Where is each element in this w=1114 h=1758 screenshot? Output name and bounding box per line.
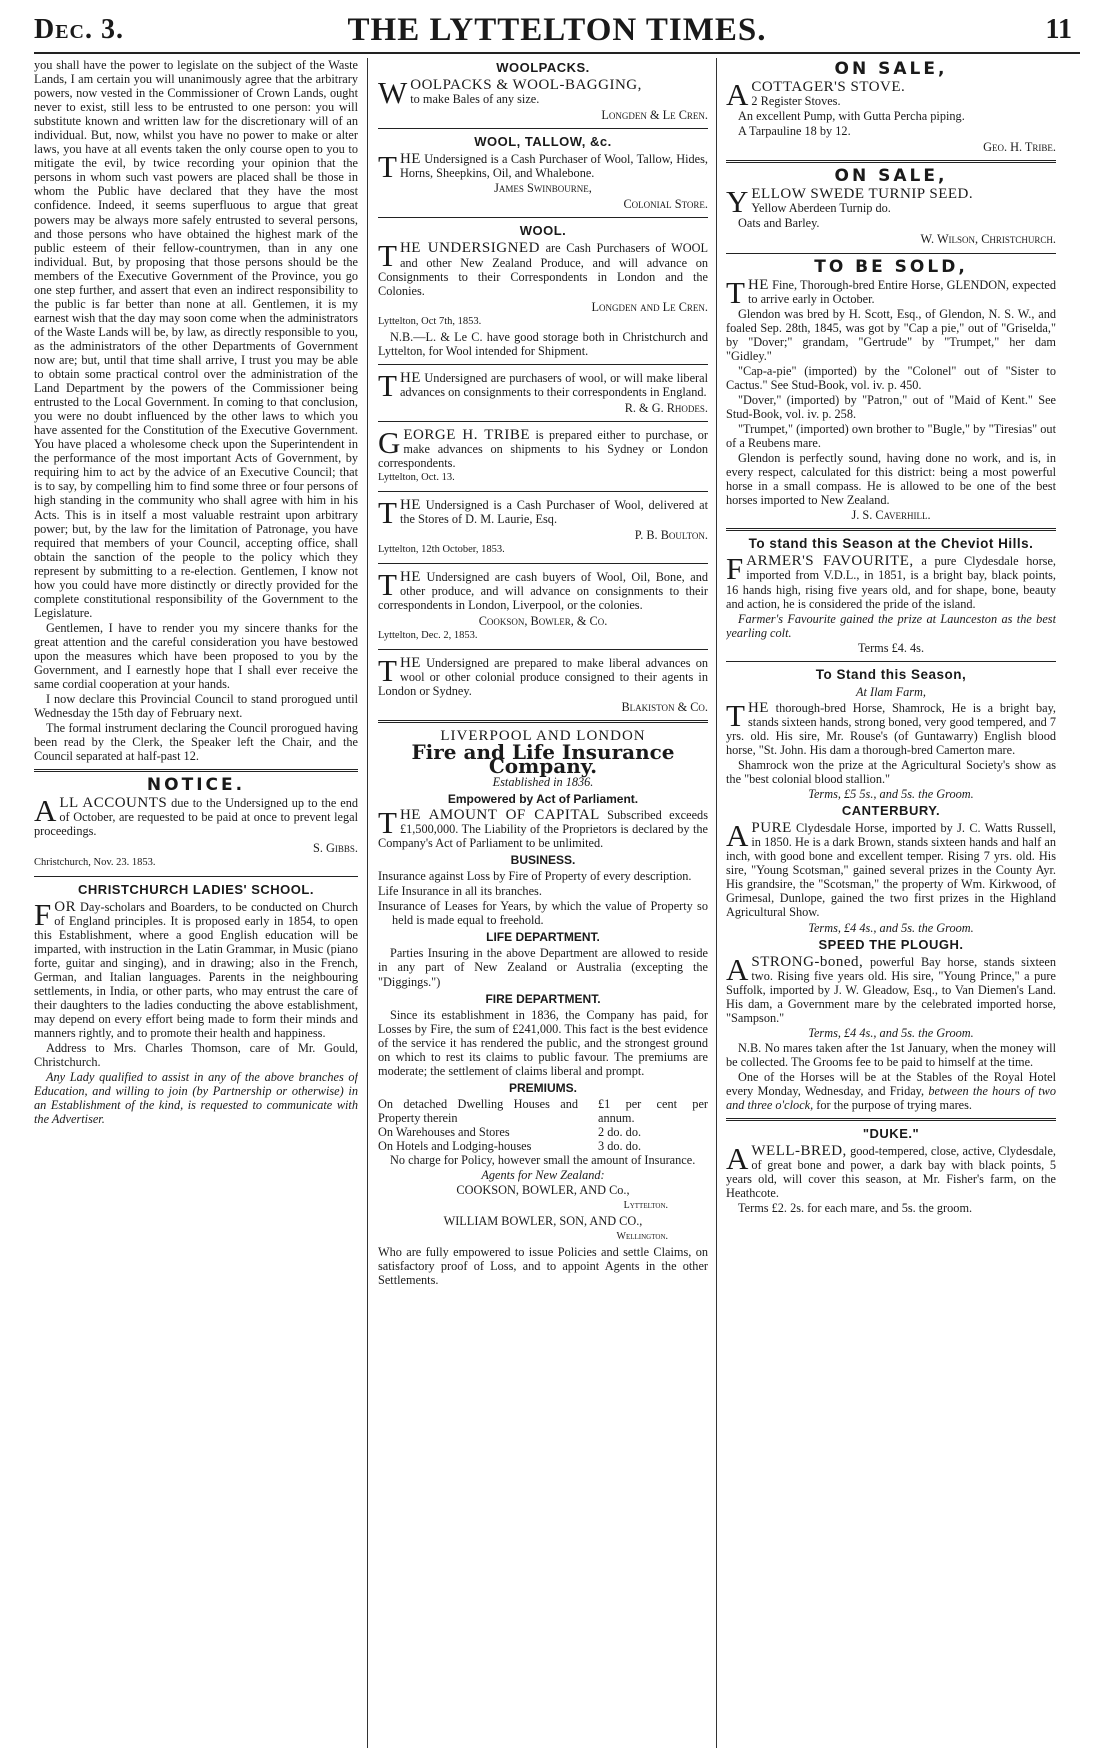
shamrock-terms: Terms, £5 5s., and 5s. the Groom. — [808, 787, 974, 802]
notice-date: Christchurch, Nov. 23. 1853. — [34, 856, 156, 868]
canterbury-heading: CANTERBURY. — [841, 803, 941, 819]
speech-paragraph: I now declare this Provincial Council to stand prorogued until Wednesday the 15th day of February next. — [34, 692, 358, 721]
speech-paragraph: The formal instrument declaring the Council prorogued having been read by the Clerk, the Speaker left the Chair, and the Council separated at half-past 12. — [34, 721, 358, 764]
boulton-signature: P. B. Boulton. — [634, 528, 708, 543]
duke-advert: "DUKE." A WELL-BRED, good-tempered, close, active, Clydesdale, of great bone and power, a dark bay with black points, 5 years old, will cover this season, at Mr. Fisher's farm, on the Heathcote. Terms £2. 2s. for each mare, and 5s. the groom. — [726, 1126, 1056, 1216]
page-number: 11 — [1045, 14, 1072, 45]
life-heading: LIFE DEPARTMENT. — [486, 930, 600, 945]
canterbury-terms: Terms, £4 4s., and 5s. the Groom. — [808, 920, 974, 935]
duke-terms: Terms £2. 2s. for each mare, and 5s. the groom. — [738, 1201, 973, 1216]
wool-tallow-heading: WOOL, TALLOW, &c. — [474, 134, 612, 150]
wool-nb: N.B.—L. & Le C. have good storage both in Christchurch and Lyttelton, for Wool intended for Shipment. — [378, 329, 708, 358]
column-2 — [378, 58, 708, 1748]
glendon-paragraph: "Cap-a-pie" (imported) by the "Colonel" out of "Sister to Cactus." See Stud-Book, vol. iv. p. 450. — [726, 363, 1056, 392]
agent-2-town: Wellington. — [616, 1231, 668, 1243]
woolpacks-signature: Longden & Le Cren. — [601, 108, 708, 123]
glendon-advert: TO BE SOLD, THE Fine, Thorough-bred Entire Horse, GLENDON, expected to arrive early in October. Glendon was bred by H. Scott, Esq., of Glendon, N. S. W., and foaled Sep. 28th, 1845, was got by "Cap a pie," out of "Griselda," by "Dover;" grandam, "Gertrude" by "Trumpet," her dam "Gidley." "Cap-a-pie" (imported) by the "Colonel" out of "Sister to Cactus." See Stud-Book, vol. iv. p. 450. "Dover," (imported) by "Patron," out of "Maid of Kent." See Stud-Book, vol. iv. p. 258. "Trumpet," (imported) own brother to "Bugle," by "Tiresias" out of a Reubens mare. Glendon is perfectly sound, having done no work, and is, in every respect, calculated for this district: being a most powerful horse in a small compass. He is allowed to be one of the best horses imported to New Zealand. J. S. Caverhill. — [726, 256, 1056, 523]
column-divider — [716, 58, 717, 1748]
wool-signature: Longden and Le Cren. — [591, 299, 708, 314]
wool-date: Lyttelton, Oct 7th, 1853. — [378, 315, 482, 327]
insurance-closing: Who are fully empowered to issue Policies and settle Claims, on satisfactory proof of Loss, and to appoint Agents in the other Settlements. — [378, 1245, 708, 1288]
school-body: FOR Day-scholars and Boarders, to be conducted on Church of England principles. It is proposed early in 1854, to open this Establishment, where a good English education will be imparted, with instruction in the Latin Grammar, in Music (piano forte, guitar and singing), and in drawing; also in the French, German, and Italian languages. Parents in the neighbouring settlements, in India, or other parts, who may entrust the care of their daughters to the ladies conducting the above establishment, may depend on every effort being made to form their minds and manners rightly, and to promote their health and happiness. — [34, 899, 358, 1041]
council-speech — [34, 58, 358, 763]
premium-row: On Warehouses and Stores 2 do. do. — [378, 1125, 642, 1139]
business-item: Insurance against Loss by Fire of Property of every description. — [378, 869, 692, 884]
rhodes-signature: R. & G. Rhodes. — [624, 400, 708, 415]
fire-body: Since its establishment in 1836, the Company has paid, for Losses by Fire, the sum of £241,000. This fact is the best evidence of the service it has rendered the public, and the strongest ground on which to rest its claims to public favour. The premiums are moderate; the settlement of claims liberal and prompt. — [378, 1007, 708, 1078]
speech-paragraph: Gentlemen, I have to render you my sincere thanks for the great attention and the careful consideration you have bestowed upon the measures which have been proposed to you by the Government, and I earnestly hope that I shall ever receive the same cordial cooperation at your hands. — [34, 620, 358, 692]
premiums-heading: PREMIUMS. — [508, 1080, 577, 1095]
column-divider — [367, 58, 368, 1748]
issue-date: Dec. 3. — [34, 14, 125, 45]
agents-heading: Agents for New Zealand: — [481, 1168, 605, 1183]
shamrock-farm: At Ilam Farm, — [855, 684, 927, 699]
plough-nb: N.B. No mares taken after the 1st January, when the money will be collected. The Grooms fee to be paid to himself at the time. — [726, 1040, 1056, 1069]
wool-tallow-signature: James Swinbourne, — [494, 181, 592, 196]
cookson-signature: Cookson, Bowler, & Co. — [478, 613, 608, 628]
wool-heading: WOOL. — [519, 223, 567, 239]
farmer-prize: Farmer's Favourite gained the prize at Launceston as the best yearling colt. — [726, 611, 1056, 640]
on-sale-seed-advert: ON SALE, YELLOW SWEDE TURNIP SEED. Yellow Aberdeen Turnip do. Oats and Barley. W. Wilson, Christchurch. — [726, 166, 1056, 247]
school-heading: CHRISTCHURCH LADIES' SCHOOL. — [78, 881, 314, 897]
glendon-signature: J. S. Caverhill. — [851, 508, 931, 523]
agent-1: COOKSON, BOWLER, AND Co., — [456, 1183, 630, 1198]
glendon-paragraph: "Dover," (imported) by "Patron," out of "Maid of Kent." See Stud-Book, vol. iv. p. 258. — [726, 392, 1056, 421]
business-item: Insurance of Leases for Years, by which the value of Property so held is made equal to freehold. — [378, 899, 708, 928]
insurance-title-1: LIVERPOOL AND LONDON — [440, 727, 646, 744]
insurance-empowered: Empowered by Act of Parliament. — [447, 791, 639, 806]
to-be-sold-heading: TO BE SOLD, — [814, 256, 968, 277]
wool-tallow-advert: WOOL, TALLOW, &c. THE Undersigned is a Cash Purchaser of Wool, Tallow, Hides, Horns, Sheepkins, Oil, and Whalebone. James Swinbourne, Colonial Store. — [378, 134, 708, 212]
shamrock-advert: To Stand this Season, At Ilam Farm, THE thorough-bred Horse, Shamrock, He is a bright bay, stands sixteen hands, strong boned, very good tempered, and 7 yrs. old. His sire, Mr. Rouse's (of Guntawarry) English blood horse, "St. John. His dam a thorough-bred Camerton mare. Shamrock won the prize at the Agricultural Society's show as the "best colonial blood stallion." Terms, £5 5s., and 5s. the Groom. CANTERBURY. A PURE Clydesdale Horse, imported by J. C. Watts Russell, in 1850. He is a dark Brown, stands sixteen hands and half an inch, with good bone and excellent temper. Rising 7 yrs. old. His sire, "Young Scotsman," gained several prizes in the County Ayr. His grandsire, the "Scotsman," the property of Wm. Kirkwood, of Grimesal, Dunlope, gained the two first prizes in the Highland Agricultural Show. Terms, £4 4s., and 5s. the Groom. SPEED THE PLOUGH. A STRONG-boned, powerful Bay horse, stands sixteen two. Rising five years old. His sire, "Young Prince," a pure Suffolk, imported by J. W. Gleadow, Esq., to Van Diemen's Land. His dam, a Government mare by the celebrated imported horse, "Sampson." Terms, £4 4s., and 5s. the Groom. N.B. No mares taken after the 1st January, when the money will be collected. The Grooms fee to be paid to himself at the time. One of the Horses will be at the Stables of the Royal Hotel every Monday, Wednesday, and Friday, between the hours of two and three o'clock, for the purpose of trying mares. — [726, 666, 1056, 1113]
insurance-title-2: Fire and Life Insurance Company. — [411, 739, 675, 778]
glendon-paragraph: Glendon was bred by H. Scott, Esq., of Glendon, N. S. W., and foaled Sep. 28th, 1845, was got by "Cap a pie," out of "Griselda," by "Dover;" grandam, "Gertrude" by "Trumpet," her dam "Gidley." — [726, 306, 1056, 363]
plough-stables: One of the Horses will be at the Stables of the Royal Hotel every Monday, Wednesday, and Friday, between the hours of two and three o'clock, for the purpose of trying mares. — [726, 1070, 1056, 1113]
school-address: Address to Mrs. Charles Thomson, care of Mr. Gould, Christchurch. — [34, 1041, 358, 1070]
insurance-established: Established in 1836. — [492, 774, 594, 789]
fire-heading: FIRE DEPARTMENT. — [485, 991, 601, 1006]
notice-body: ALL ACCOUNTS due to the Undersigned up to the end of October, are requested to be paid at once to prevent legal proceedings. — [34, 796, 358, 839]
school-note: Any Lady qualified to assist in any of the above branches of Education, and willing to join (by Partnership or otherwise) in an Establishment of the kind, is requested to communicate with the Advertiser. — [34, 1070, 358, 1127]
woolpacks-heading: WOOLPACKS. — [496, 60, 590, 75]
rhodes-advert: THE Undersigned are purchasers of wool, or will make liberal advances on consignments to their correspondents in England. R. & G. Rhodes. — [378, 370, 708, 415]
shamrock-prize: Shamrock won the prize at the Agricultural Society's show as the "best colonial blood stallion." — [726, 758, 1056, 787]
speech-paragraph: you shall have the power to legislate on the subject of the Waste Lands, I am certain you will unanimously agree that the arbitrary powers, now vested in the Commissioner of Crown Lands, ought never to exist, still less to be entrusted to one person: you will substitute known and written law for the discretionary will of an individual. But, now, whilst you have no power to make or alter laws, you have at all events taken the only course open to you to mitigate the evil, by twice recording your opinion that the persons in whom such vast powers are placed shall be those in whom the Public have declared that they have the most confidence. Indeed, it seems superfluous to argue that great powers may be always more safely entrusted to several persons, and those persons who have obtained the highest mark of the public esteem of their fellow-countrymen, than in any one individual. But, by proposing that those persons should be the members of the Executive Government of the Province, you go one step further, and assert that even an indirect responsibility to the public is far better than none at all. Gentlemen, it is my earnest wish that the day may soon come when the administrators of the Waste Lands will be, by law, as directly responsible to you, as the administrators of the other Departments of Government now are; but, until that time shall arrive, I trust you may be able to obtain some practical control over the administration of the Land Department by the powers of the Commissioner being entrusted to the Local Government. In coming to that conclusion, you were no doubt influenced by the other laws to which you have assented for the Constitution of the Executive Government. You have placed a wholesome check upon the Superintendent in the performance of the most important Acts of Government, by requiring him to act by the advice of an Executive Council; that is to say, by compelling him to find some three or four persons of high standing in the community who shall agree with him in his Acts. This is in itself a most valuable restraint upon arbitrary power; but, by the law for the limitation of Patronage, you have required that members of your Council, accepting office, shall obtain the sanction of the people to the policy which they represent by submitting to a re-election. Gentlemen, I know not how you could have more distinctly or directly provided for the complete constitutional responsibility of the Government to the Legislature. — [34, 58, 358, 620]
boulton-advert: THE Undersigned is a Cash Purchaser of Wool, delivered at the Stores of D. M. Laurie, Esq. P. B. Boulton. Lyttelton, 12th October, 1853. — [378, 498, 708, 557]
newspaper-title: THE LYTTELTON TIMES. — [347, 12, 767, 48]
plough-heading: SPEED THE PLOUGH. — [818, 936, 964, 952]
on-sale-stove-advert: ON SALE, A COTTAGER'S STOVE. 2 Register Stoves. An excellent Pump, with Gutta Percha piping. A Tarpauline 18 by 12. Geo. H. Tribe. — [726, 59, 1056, 155]
duke-heading: "DUKE." — [862, 1126, 920, 1142]
insurance-advert: LIVERPOOL AND LONDON Fire and Life Insurance Company. Established in 1836. Empowered by Act of Parliament. THE AMOUNT OF CAPITAL Subscribed exceeds £1,500,000. The Liability of the Proprietors is declared by the Company's Act of Parliament to be unlimited. BUSINESS. Insurance against Loss by Fire of Property of every description. Life Insurance in all its branches. Insurance of Leases for Years, by which the value of Property so held is made equal to freehold. LIFE DEPARTMENT. Parties Insuring in the above Department are allowed to reside in any part of New Zealand or Australia (excepting the "Diggings.") FIRE DEPARTMENT. Since its establishment in 1836, the Company has paid, for Losses by Fire, the sum of £241,000. This fact is the best evidence of the service it has rendered the public, and the strongest ground on which to rest its claims to public favour. The premiums are moderate; the settlement of claims liberal and prompt. PREMIUMS. On detached Dwelling Houses and Property therein £1 per cent per annum. On Warehouses and Stores 2 do. do. On Hotels and Lodging-houses 3 do. do. No charge for Policy, however small the amount of Insurance. Agents for New Zealand: COOKSON, BOWLER, AND Co., Lyttelton. WILLIAM BOWLER, SON, AND CO., Wellington. Who are fully empowered to issue Policies and settle Claims, on satisfactory proof of Loss, and to appoint Agents in the other Settlements. — [378, 727, 708, 1288]
woolpacks-advert: WOOLPACKS. WOOLPACKS & WOOL-BAGGING, to make Bales of any size. Longden & Le Cren. — [378, 60, 708, 123]
business-heading: BUSINESS. — [510, 853, 576, 868]
on-sale-item: Oats and Barley. — [738, 216, 820, 231]
on-sale-item: A Tarpauline 18 by 12. — [738, 124, 851, 139]
blakiston-signature: Blakiston & Co. — [621, 699, 708, 714]
plough-terms: Terms, £4 4s., and 5s. the Groom. — [808, 1025, 974, 1040]
boulton-date: Lyttelton, 12th October, 1853. — [378, 544, 505, 556]
premium-note: No charge for Policy, however small the amount of Insurance. — [390, 1153, 696, 1168]
cookson-date: Lyttelton, Dec. 2, 1853. — [378, 629, 478, 641]
farmers-favourite-advert: To stand this Season at the Cheviot Hills. FARMER'S FAVOURITE, a pure Clydesdale horse, imported from V.D.L., in 1851, is a bright bay, black points, 16 hands high, rising five years old, and for shape, bone, beauty and action, he is considered the pride of the island. Farmer's Favourite gained the prize at Launceston as the best yearling colt. Terms £4. 4s. — [726, 536, 1056, 655]
ladies-school-advert — [34, 883, 358, 1127]
agent-2: WILLIAM BOWLER, SON, AND CO., — [443, 1214, 643, 1229]
on-sale-heading: ON SALE, — [834, 166, 948, 187]
on-sale-heading: ON SALE, — [834, 59, 948, 79]
agent-1-town: Lyttelton. — [623, 1200, 668, 1212]
wool-advert: WOOL. THE UNDERSIGNED are Cash Purchasers of WOOL and other New Zealand Produce, and will advance on Consignments to their Correspondents in London and the Colonies. Longden and Le Cren. Lyttelton, Oct 7th, 1853. N.B.—L. & Le C. have good storage both in Christchurch and Lyttelton, for Wool intended for Shipment. — [378, 223, 708, 358]
blakiston-advert: THE Undersigned are prepared to make liberal advances on wool or other colonial produce consigned to their agents in London or Sydney. Blakiston & Co. — [378, 655, 708, 714]
glendon-paragraph: Glendon is perfectly sound, having done no work, and is, in every respect, calculated for this district: being a most powerful horse in a small compass. He is allowed to be one of the best horses imported to New Zealand. — [726, 451, 1056, 508]
life-body: Parties Insuring in the above Department are allowed to reside in any part of New Zealand or Australia (excepting the "Diggings.") — [378, 946, 708, 989]
on-sale-signature: Geo. H. Tribe. — [983, 140, 1056, 155]
notice-advert — [34, 775, 358, 869]
glendon-paragraph: "Trumpet," (imported) own brother to "Bugle," by "Tiresias" out of a Reubens mare. — [726, 422, 1056, 451]
on-sale-signature: W. Wilson, Christchurch. — [920, 232, 1056, 247]
farmer-terms: Terms £4. 4s. — [857, 640, 925, 655]
notice-heading: NOTICE. — [146, 775, 246, 796]
notice-signature: S. Gibbs. — [313, 840, 358, 855]
column-1 — [34, 58, 358, 1748]
cheviot-heading: To stand this Season at the Cheviot Hills. — [748, 536, 1034, 552]
column-3 — [726, 58, 1056, 1748]
tribe-advert: GEORGE H. TRIBE is prepared either to purchase, or make advances on shipments to his Sydney or London correspondents. Lyttelton, Oct. 13. — [378, 428, 708, 485]
wool-tallow-store: Colonial Store. — [623, 197, 708, 212]
tribe-date: Lyttelton, Oct. 13. — [378, 472, 455, 484]
shamrock-heading: To Stand this Season, — [815, 666, 967, 682]
cookson-advert: THE Undersigned are cash buyers of Wool, Oil, Bone, and other produce, and will advance on consignments to their correspondents in London, Liverpool, or the colonies. Cookson, Bowler, & Co. Lyttelton, Dec. 2, 1853. — [378, 570, 708, 642]
masthead — [34, 8, 1080, 54]
premium-row: On detached Dwelling Houses and Property therein £1 per cent per annum. — [378, 1096, 708, 1125]
on-sale-item: An excellent Pump, with Gutta Percha piping. — [738, 109, 965, 124]
business-item: Life Insurance in all its branches. — [378, 884, 542, 899]
premium-row: On Hotels and Lodging-houses 3 do. do. — [378, 1139, 642, 1154]
